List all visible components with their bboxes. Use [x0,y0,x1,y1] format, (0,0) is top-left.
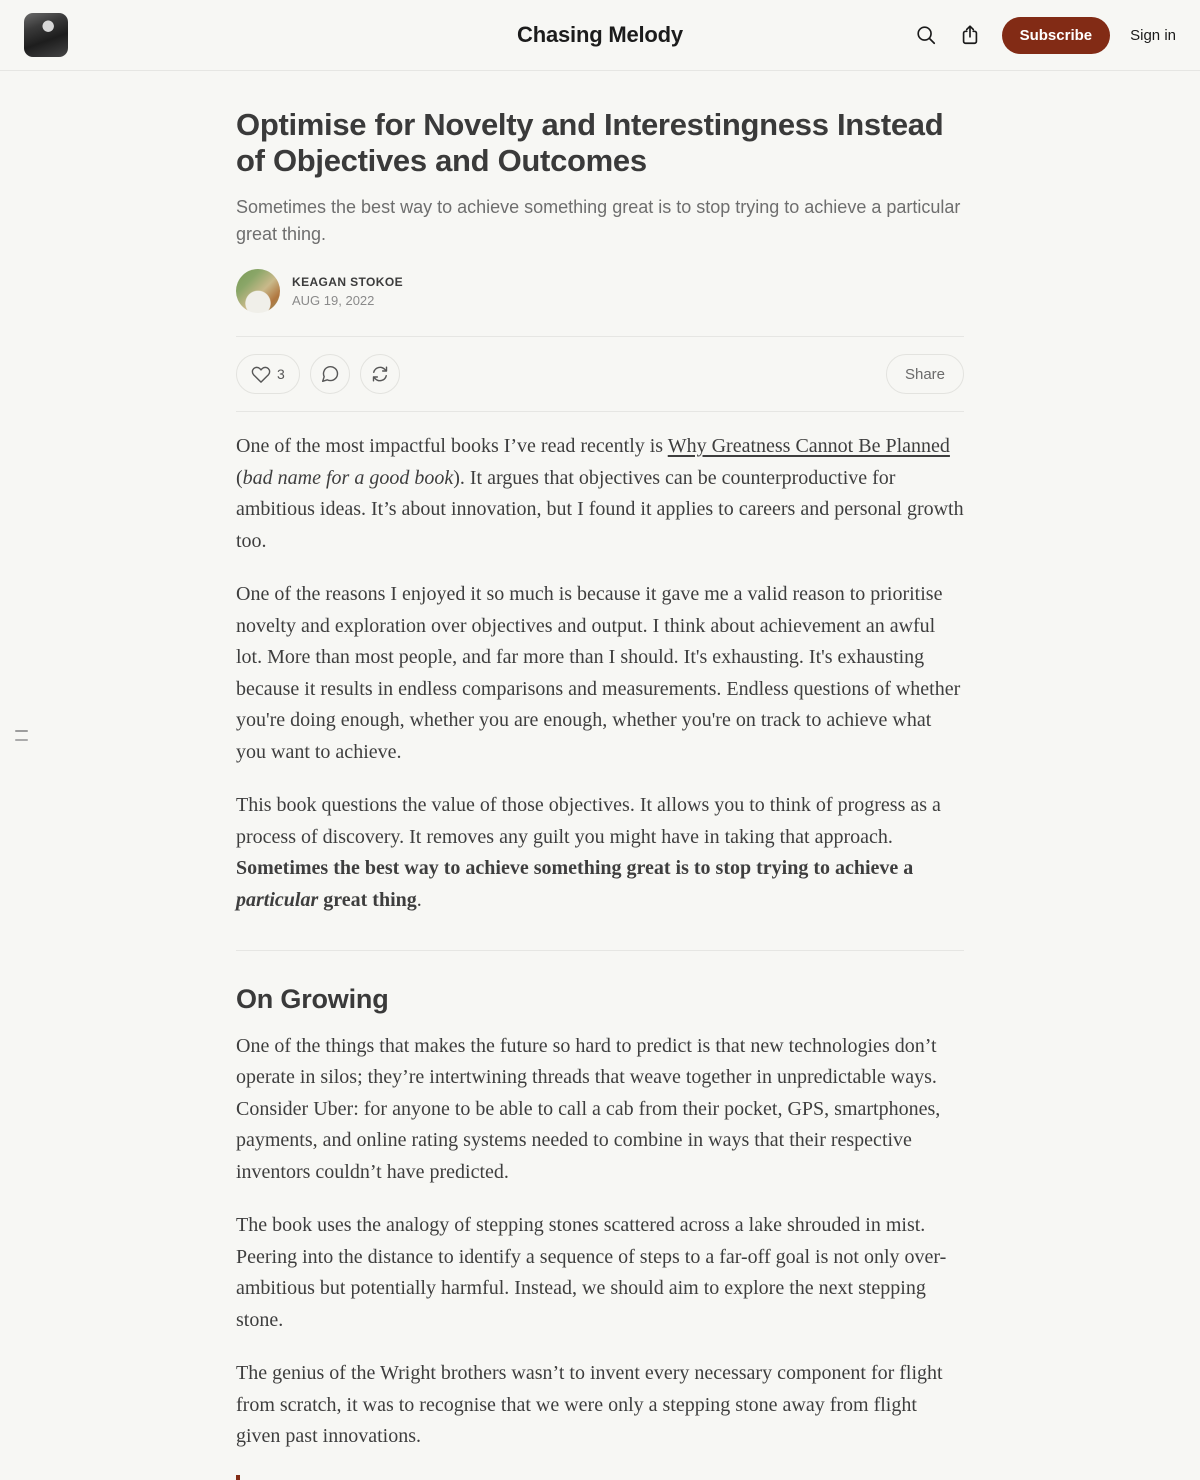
restack-button[interactable] [360,354,400,394]
section-heading: On Growing [236,984,389,1014]
post-title: Optimise for Novelty and Interestingness Instead of Objectives and Outcomes [236,107,944,178]
toc-line-icon [15,730,28,732]
toc-indicator[interactable] [15,730,28,741]
post-page [236,71,964,1480]
post-date: AUG 19, 2022 [292,292,375,308]
text-run: ). It argues that objectives can be counterproductive for ambitious ideas. It’s about innovation, but I found it applies to careers and personal growth too. [236,466,964,552]
like-count: 3 [277,366,285,382]
restack-icon [370,364,390,384]
text-run-italic: bad name for a good book [242,466,454,489]
book-link[interactable]: Why Greatness Cannot Be Planned [667,435,950,457]
heart-icon [251,364,271,384]
paragraph [236,431,964,557]
comment-icon [320,364,340,384]
text-run-bold: Sometimes the best way to achieve something great is to stop trying to achieve a [236,857,914,879]
text-run: This book questions the value of those objectives. It allows you to think of progress as a process of discovery. It removes any guilt you might have in taking that approach. [236,794,941,848]
author-name[interactable]: KEAGAN STOKOE [292,274,403,289]
site-header [0,0,1200,71]
share-icon [959,24,981,46]
text-run: ( [236,466,243,489]
paragraph [236,790,964,916]
publication-title[interactable]: Chasing Melody [517,22,683,47]
section-divider [236,950,964,951]
article-body [236,412,964,1480]
text-run-bold: great thing [318,888,417,911]
signin-link[interactable]: Sign in [1130,26,1176,44]
share-button[interactable]: Share [886,354,964,394]
paragraph: One of the reasons I enjoyed it so much is because it gave me a valid reason to prioritise novelty and exploration over objectives and output. I think about achievement an awful lot. More than most people, and far more than I should. It's exhausting. It's exhausting because it results in endless comparisons and measurements. Endless questions of whether you're doing enough, whether you are enough, whether you're on track to achieve what you want to achieve. [236,583,961,763]
byline [236,269,964,313]
blockquote-start [236,1475,964,1480]
header-share-button[interactable] [958,23,982,47]
author-avatar[interactable] [236,269,280,313]
text-run-bold-italic: particular [236,888,319,911]
text-run: . [416,888,422,911]
like-button[interactable] [236,354,300,394]
byline-text [292,275,403,308]
publication-logo[interactable] [24,13,68,57]
subscribe-button[interactable]: Subscribe [1002,17,1111,54]
post-action-row [236,337,964,411]
paragraph: One of the things that makes the future so hard to predict is that new technologies don’t operate in silos; they’re intertwining threads that weave together in unpredictable ways. Consider Uber: for anyone to be able to call a cab from their pocket, GPS, smartphones, payments, and online rating systems needed to combine in ways that their respective inventors couldn’t have predicted. [236,1034,941,1183]
text-run: One of the most impactful books I’ve read recently is [236,435,668,457]
search-icon [915,24,937,46]
post-subtitle: Sometimes the best way to achieve something great is to stop trying to achieve a particular great thing. [236,197,961,244]
search-button[interactable] [914,23,938,47]
header-actions [914,17,1176,54]
toc-line-icon [15,739,28,741]
paragraph: The genius of the Wright brothers wasn’t to invent every necessary component for flight from scratch, it was to recognise that we were only a stepping stone away from flight given past innovations. [236,1362,943,1447]
paragraph: The book uses the analogy of stepping stones scattered across a lake shrouded in mist. Peering into the distance to identify a sequence of steps to a far-off goal is not only over-ambitious but potentially harmful. Instead, we should aim to explore the next stepping stone. [236,1214,947,1331]
comment-button[interactable] [310,354,350,394]
